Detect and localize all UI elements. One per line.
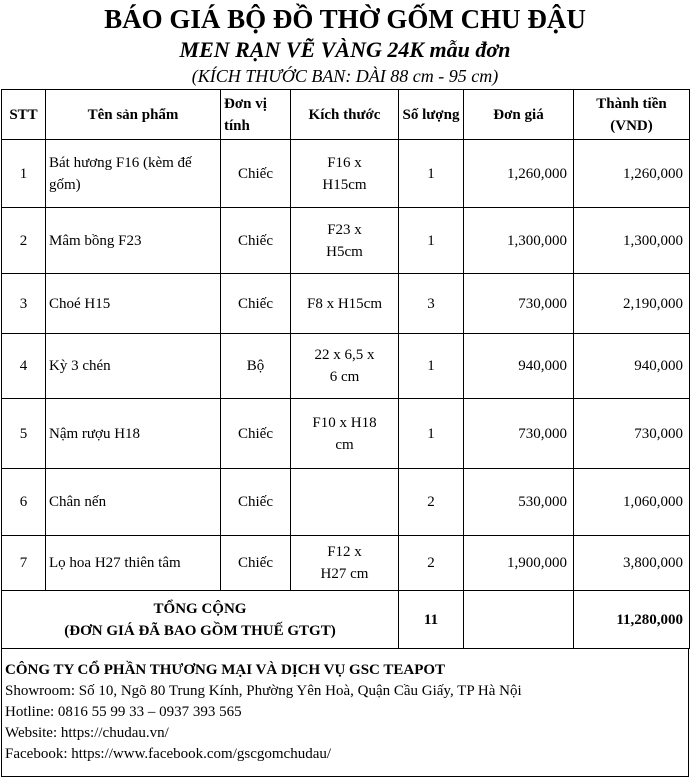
cell-price: 1,260,000 [464, 140, 574, 208]
cell-qty: 1 [399, 334, 464, 399]
cell-qty: 1 [399, 208, 464, 274]
cell-unit: Chiếc [221, 208, 291, 274]
cell-qty: 3 [399, 274, 464, 334]
document-subtitle: MEN RẠN VẼ VÀNG 24K mẫu đơn [179, 37, 511, 62]
cell-size: F12 x H27 cm [291, 536, 399, 591]
table-header-row [2, 90, 690, 140]
cell-product: Nậm rượu H18 [46, 399, 221, 469]
table-row [2, 140, 690, 208]
price-table [1, 89, 690, 649]
cell-stt: 3 [2, 274, 46, 334]
cell-stt: 4 [2, 334, 46, 399]
cell-price: 1,300,000 [464, 208, 574, 274]
cell-total: 2,190,000 [574, 274, 690, 334]
summary-qty: 11 [399, 591, 464, 649]
size-note: (KÍCH THƯỚC BAN: DÀI 88 cm - 95 cm) [191, 66, 499, 86]
cell-stt: 2 [2, 208, 46, 274]
cell-size: F23 x H5cm [291, 208, 399, 274]
summary-label [2, 591, 399, 649]
cell-total: 1,260,000 [574, 140, 690, 208]
cell-unit: Chiếc [221, 536, 291, 591]
cell-size: F8 x H15cm [291, 274, 399, 334]
table-row [2, 536, 690, 591]
col-header-stt: STT [2, 90, 46, 140]
cell-total: 730,000 [574, 399, 690, 469]
summary-label-line1: TỔNG CỘNG [153, 600, 247, 617]
cell-stt: 7 [2, 536, 46, 591]
cell-size: 22 x 6,5 x 6 cm [291, 334, 399, 399]
summary-price-empty [464, 591, 574, 649]
showroom-address: Showroom: Số 10, Ngõ 80 Trung Kính, Phường Yên Hoà, Quận Cầu Giấy, TP Hà Nội [5, 683, 522, 699]
cell-unit: Chiếc [221, 274, 291, 334]
cell-product: Kỳ 3 chén [46, 334, 221, 399]
table-row [2, 334, 690, 399]
cell-stt: 6 [2, 469, 46, 536]
cell-total: 3,800,000 [574, 536, 690, 591]
cell-qty: 2 [399, 536, 464, 591]
cell-unit: Chiếc [221, 469, 291, 536]
cell-size [291, 469, 399, 536]
cell-stt: 5 [2, 399, 46, 469]
col-header-qty: Số lượng [399, 90, 464, 140]
cell-price: 730,000 [464, 399, 574, 469]
cell-qty: 2 [399, 469, 464, 536]
website: Website: https://chudau.vn/ [5, 725, 169, 741]
hotline: Hotline: 0816 55 99 33 – 0937 393 565 [5, 704, 242, 720]
col-header-product: Tên sản phẩm [46, 90, 221, 140]
cell-price: 730,000 [464, 274, 574, 334]
cell-size: F16 x H15cm [291, 140, 399, 208]
cell-product: Chân nến [46, 469, 221, 536]
cell-unit: Chiếc [221, 140, 291, 208]
cell-price: 940,000 [464, 334, 574, 399]
cell-total: 1,060,000 [574, 469, 690, 536]
summary-label-line2: (ĐƠN GIÁ ĐÃ BAO GỒM THUẾ GTGT) [64, 622, 336, 639]
cell-stt: 1 [2, 140, 46, 208]
cell-qty: 1 [399, 140, 464, 208]
col-header-total: Thành tiền (VND) [574, 90, 690, 140]
company-footer [1, 648, 689, 777]
table-row [2, 469, 690, 536]
cell-total: 1,300,000 [574, 208, 690, 274]
cell-qty: 1 [399, 399, 464, 469]
cell-price: 1,900,000 [464, 536, 574, 591]
table-row [2, 274, 690, 334]
cell-unit: Bộ [221, 334, 291, 399]
cell-size: F10 x H18 cm [291, 399, 399, 469]
col-header-price: Đơn giá [464, 90, 574, 140]
col-header-size: Kích thước [291, 90, 399, 140]
col-header-unit: Đơn vị tính [221, 90, 291, 140]
document-title: BÁO GIÁ BỘ ĐỒ THỜ GỐM CHU ĐẬU [104, 4, 586, 34]
summary-row [2, 591, 690, 649]
cell-price: 530,000 [464, 469, 574, 536]
table-row [2, 399, 690, 469]
cell-product: Choé H15 [46, 274, 221, 334]
facebook: Facebook: https://www.facebook.com/gscgomchudau/ [5, 746, 332, 762]
cell-product: Lọ hoa H27 thiên tâm [46, 536, 221, 591]
cell-total: 940,000 [574, 334, 690, 399]
company-name: CÔNG TY CỔ PHẦN THƯƠNG MẠI VÀ DỊCH VỤ GSC TEAPOT [5, 662, 446, 678]
cell-product: Mâm bồng F23 [46, 208, 221, 274]
table-row [2, 208, 690, 274]
cell-product: Bát hương F16 (kèm đế gốm) [46, 140, 221, 208]
cell-unit: Chiếc [221, 399, 291, 469]
summary-total: 11,280,000 [574, 591, 690, 649]
